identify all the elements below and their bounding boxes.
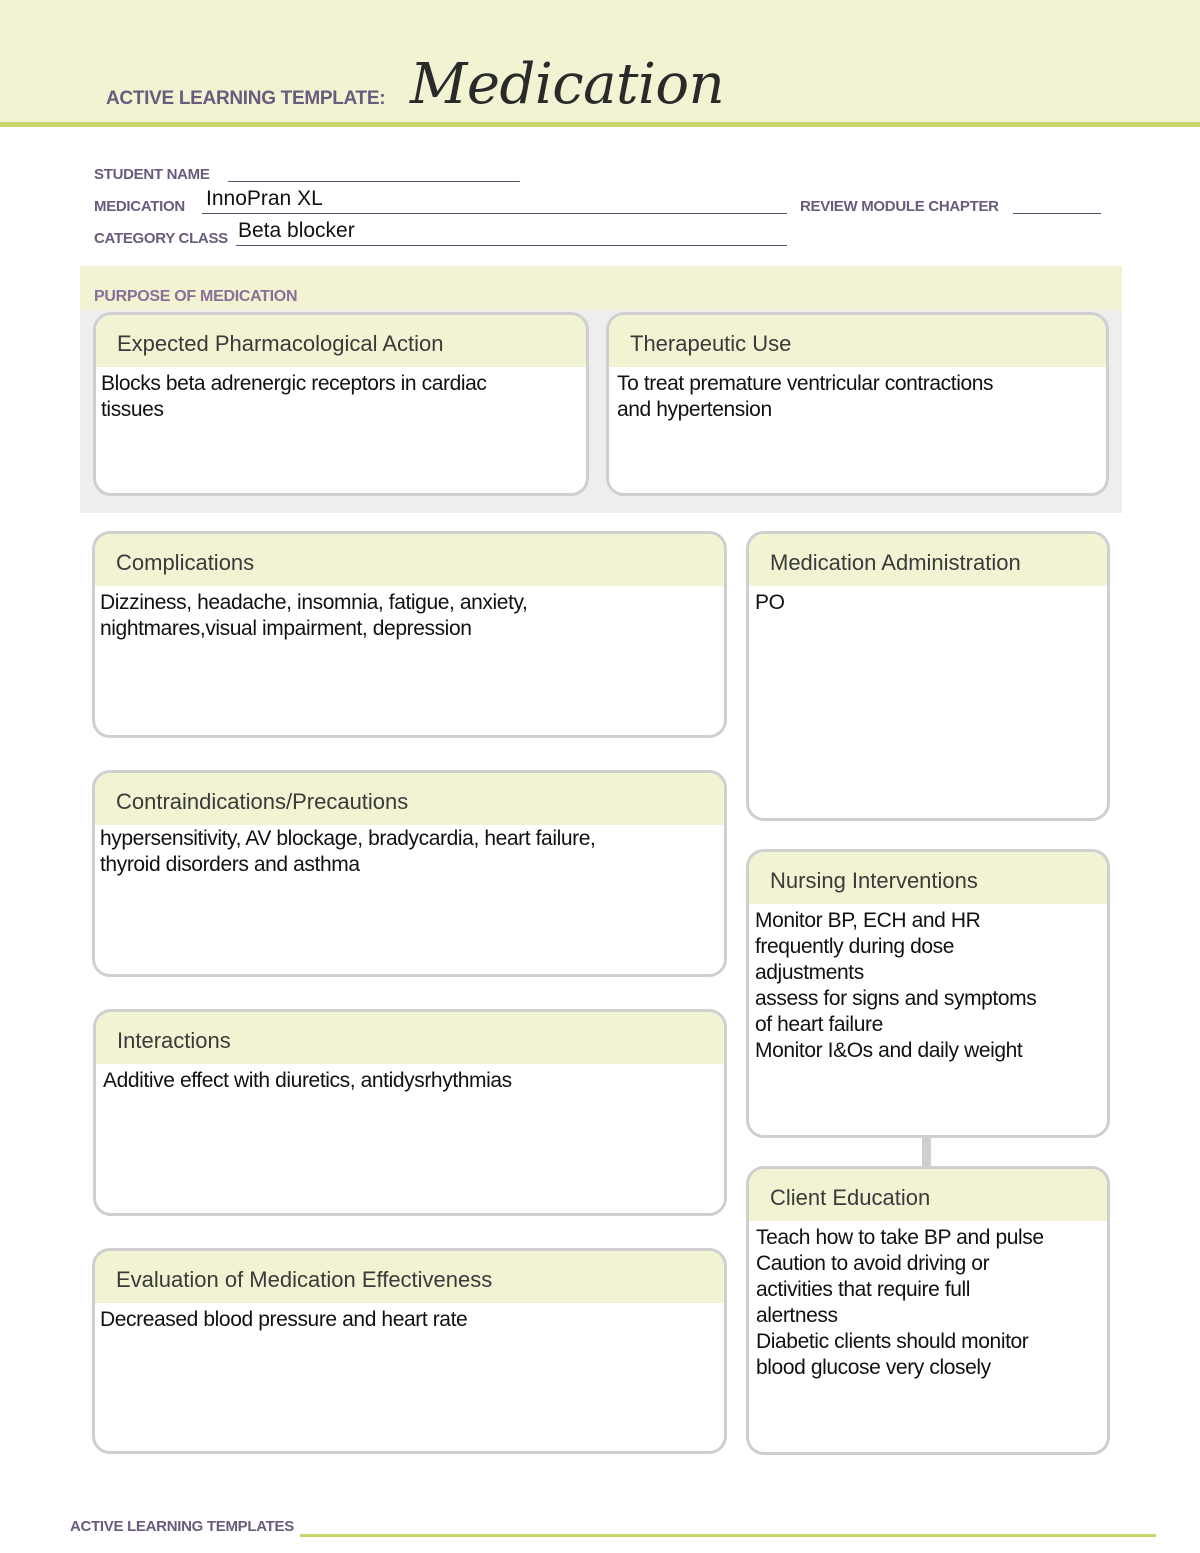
client-education-content[interactable]: Teach how to take BP and pulse Caution to avoid driving or activities that require full alertness Diabetic clients should monitor blood glucose very closely [756,1226,1044,1379]
category-class-label: CATEGORY CLASS [94,230,228,247]
student-name-label: STUDENT NAME [94,166,210,183]
evaluation-card [92,1248,727,1454]
complications-card [92,531,727,738]
therapeutic-use-card [606,312,1109,496]
review-module-label: REVIEW MODULE CHAPTER [800,198,999,215]
student-name-line [228,181,520,182]
contraindications-title: Contraindications/Precautions [95,773,724,825]
header-rule [0,122,1200,127]
page-title: Medication [410,52,725,117]
client-education-card [746,1166,1110,1455]
category-class-field[interactable]: Beta blocker [238,219,355,242]
therapeutic-use-title: Therapeutic Use [609,315,1106,367]
medication-administration-card [746,531,1110,821]
contraindications-content[interactable]: hypersensitivity, AV blockage, bradycardia, heart failure, thyroid disorders and asthma [100,827,596,876]
review-module-line [1013,213,1101,214]
medication-administration-title: Medication Administration [749,534,1107,586]
nursing-interventions-title: Nursing Interventions [749,852,1107,904]
purpose-header [80,266,1122,310]
client-education-title: Client Education [749,1169,1107,1221]
nursing-interventions-content[interactable]: Monitor BP, ECH and HR frequently during dose adjustments assess for signs and symptoms of heart failure Monitor I&Os and daily weight [755,909,1037,1062]
therapeutic-use-content[interactable]: To treat premature ventricular contractions and hypertension [617,372,994,421]
interactions-title: Interactions [96,1012,724,1064]
expected-action-content[interactable]: Blocks beta adrenergic receptors in cardiac tissues [101,372,487,421]
expected-action-card [93,312,589,496]
complications-title: Complications [95,534,724,586]
evaluation-content[interactable]: Decreased blood pressure and heart rate [100,1308,468,1331]
medication-line [202,213,787,214]
medication-label: MEDICATION [94,198,185,215]
footer-rule [300,1534,1156,1537]
purpose-label: PURPOSE OF MEDICATION [94,288,298,305]
footer-label: ACTIVE LEARNING TEMPLATES [70,1518,294,1535]
nursing-interventions-card [746,849,1110,1138]
interactions-card [93,1009,727,1216]
interactions-content[interactable]: Additive effect with diuretics, antidysrhythmias [103,1069,512,1092]
expected-action-title: Expected Pharmacological Action [96,315,586,367]
medication-administration-content[interactable]: PO [755,591,785,614]
complications-content[interactable]: Dizziness, headache, insomnia, fatigue, anxiety, nightmares,visual impairment, depression [100,591,528,640]
column-connector [922,1136,931,1167]
contraindications-card [92,770,727,977]
template-label: ACTIVE LEARNING TEMPLATE: [106,88,386,109]
category-class-line [236,245,787,246]
medication-field[interactable]: InnoPran XL [206,187,323,210]
evaluation-title: Evaluation of Medication Effectiveness [95,1251,724,1303]
